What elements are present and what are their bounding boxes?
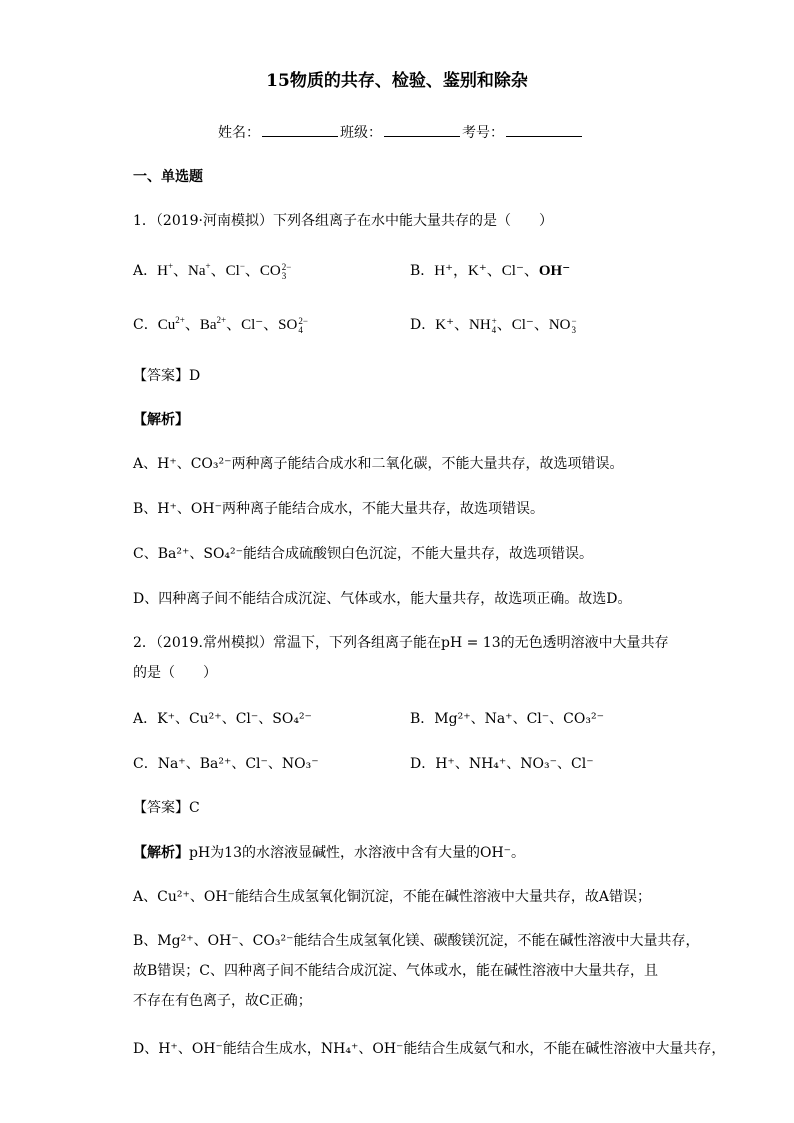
q1-option-d: D．K⁺、NH + 4 、Cl⁻、NO − 3 xyxy=(410,316,577,335)
q2-option-b: B．Mg²⁺、Na⁺、Cl⁻、CO₃²⁻ xyxy=(410,711,604,727)
class-label: 班级： xyxy=(340,125,382,141)
q2-option-c: C．Na⁺、Ba²⁺、Cl⁻、NO₃⁻ xyxy=(133,756,319,772)
q2-analysis-c-cont: 不存在有色离子，故C正确； xyxy=(133,993,312,1009)
q1-answer: 【答案】D xyxy=(133,368,201,384)
q1-analysis-b: B、H⁺、OH⁻两种离子能结合成水，不能大量共存，故选项错误。 xyxy=(133,501,544,517)
q1-analysis-label: 【解析】 xyxy=(133,412,189,428)
q1-option-a: A．H+、Na+、Cl−、CO 2− 3 xyxy=(133,261,292,281)
q2-analysis-label: 【解析】 xyxy=(133,845,189,861)
q2-analysis-text: pH为13的水溶液显碱性，水溶液中含有大量的OH⁻。 xyxy=(189,845,526,861)
q2-analysis-intro xyxy=(133,844,525,862)
page-title: 15物质的共存、检验、鉴别和除杂 xyxy=(266,71,528,91)
name-label: 姓名： xyxy=(218,125,260,141)
q2-stem-line2: 的是（ ） xyxy=(133,665,217,681)
q2-analysis-b-cont: 故B错误；C、四种离子间不能结合成沉淀、气体或水，能在碱性溶液中大量共存，且 xyxy=(133,963,658,979)
exam-label: 考号： xyxy=(462,125,504,141)
class-blank[interactable] xyxy=(384,124,460,137)
q2-analysis-d: D、H⁺、OH⁻能结合生成水，NH₄⁺、OH⁻能结合生成氨气和水，不能在碱性溶液中大量共存， xyxy=(133,1041,726,1057)
q1-analysis-a: A、H⁺、CO₃²⁻两种离子能结合成水和二氧化碳，不能大量共存，故选项错误。 xyxy=(133,456,624,472)
q2-stem-line1: 2．（2019.常州模拟）常温下，下列各组离子能在pH = 13的无色透明溶液中大量共存 xyxy=(133,635,669,651)
q2-analysis-b: B、Mg²⁺、OH⁻、CO₃²⁻能结合生成氢氧化镁、碳酸镁沉淀，不能在碱性溶液中大量共存， xyxy=(133,933,700,949)
q1-option-c: C．$Cu^{2+}$、$Ba^{2+}$、Cl⁻、SO 2− 4 xyxy=(133,315,308,335)
q2-analysis-a: A、Cu²⁺、OH⁻能结合生成氢氧化铜沉淀，不能在碱性溶液中大量共存，故A错误； xyxy=(133,889,652,905)
q2-option-d: D．H⁺、NH₄⁺、NO₃⁻、Cl⁻ xyxy=(410,756,594,772)
section-heading: 一、单选题 xyxy=(133,169,203,185)
q2-option-a: A．K⁺、Cu²⁺、Cl⁻、SO₄²⁻ xyxy=(133,711,312,727)
exam-blank[interactable] xyxy=(506,124,582,137)
student-info-line xyxy=(218,124,584,142)
q1-analysis-c: C、Ba²⁺、SO₄²⁻能结合成硫酸钡白色沉淀，不能大量共存，故选项错误。 xyxy=(133,546,594,562)
q1-stem: 1．（2019·河南模拟）下列各组离子在水中能大量共存的是（ ） xyxy=(133,213,553,229)
q1-option-b: B．H⁺，K⁺、Cl⁻、OH⁻ xyxy=(410,263,571,279)
q2-answer: 【答案】C xyxy=(133,800,200,816)
name-blank[interactable] xyxy=(262,124,338,137)
q1-analysis-d: D、四种离子间不能结合成沉淀、气体或水，能大量共存，故选项正确。故选D。 xyxy=(133,591,632,607)
